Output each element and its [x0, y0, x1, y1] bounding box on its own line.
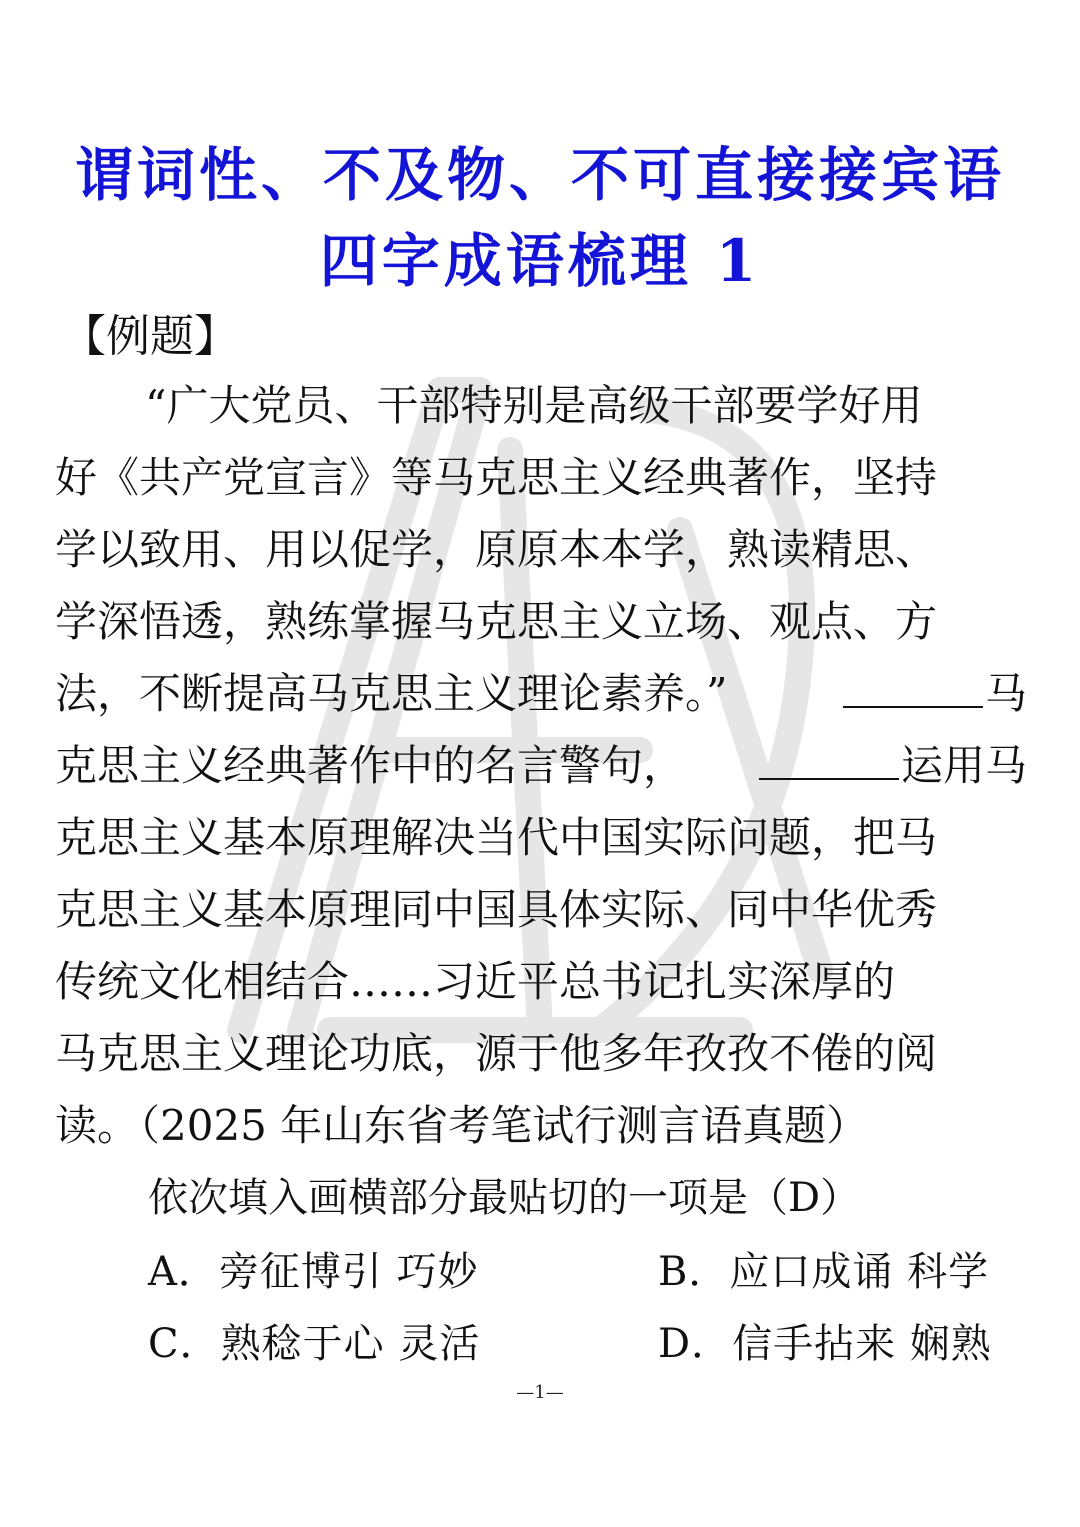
passage-line: 好《共产党宣言》等马克思主义经典著作，坚持: [55, 453, 938, 502]
passage-line: 克思主义经典著作中的名言警句， 运用马: [55, 730, 1027, 802]
passage: [55, 370, 1027, 1162]
passage-line: 法，不断提高马克思主义理论素养。” 马: [55, 658, 1027, 730]
option-c: C．熟稔于心 灵活: [148, 1321, 481, 1367]
option-a: A．旁征博引 巧妙: [148, 1249, 479, 1295]
passage-line: 读。（2025 年山东省考笔试行测言语真题）: [55, 1101, 869, 1150]
question-prompt: 依次填入画横部分最贴切的一项是（D）: [148, 1175, 861, 1221]
title-line-1: 谓词性、不及物、不可直接接宾语: [74, 141, 1005, 209]
option-b: B．应口成诵 科学: [658, 1249, 990, 1295]
passage-line: 传统文化相结合……习近平总书记扎实深厚的: [55, 957, 896, 1006]
passage-line: 马克思主义理论功底，源于他多年孜孜不倦的阅: [55, 1029, 938, 1078]
title-line-2: 四字成语梳理 1: [319, 227, 761, 295]
passage-line: 克思主义基本原理解决当代中国实际问题，把马: [55, 813, 938, 862]
blank-2: [759, 734, 899, 780]
passage-line: 克思主义基本原理同中国具体实际、同中华优秀: [55, 885, 938, 934]
page-number: —1—: [516, 1382, 564, 1403]
section-label: 【例题】: [62, 311, 238, 362]
passage-line: “广大党员、干部特别是高级干部要学好用: [145, 381, 923, 430]
option-d: D．信手拈来 娴熟: [658, 1321, 992, 1367]
passage-line: 学以致用、用以促学，原原本本学，熟读精思、: [55, 525, 938, 574]
blank-1: [843, 662, 983, 708]
passage-line: 学深悟透，熟练掌握马克思主义立场、观点、方: [55, 597, 938, 646]
